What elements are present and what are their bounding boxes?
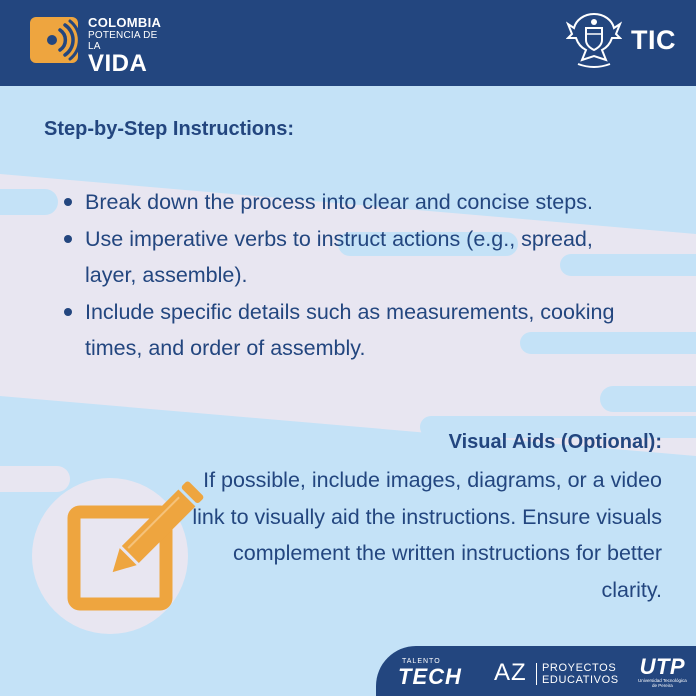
speaker-waves-icon (30, 17, 78, 63)
list-item (60, 294, 620, 366)
bullet-icon (64, 235, 72, 243)
tic-label: TIC (631, 25, 676, 55)
proyectos-label: PROYECTOS (542, 662, 617, 674)
az-logo: AZ (494, 659, 527, 686)
header-bar (0, 0, 696, 86)
logo-wordmark (88, 15, 170, 76)
educativos-label: EDUCATIVOS (542, 674, 619, 686)
footer-bar (376, 646, 696, 696)
coat-of-arms-icon (566, 10, 622, 72)
utp-subtitle-1: Universidad Tecnológica (638, 678, 687, 683)
tech-label: TECH (398, 664, 462, 689)
list-item-text: Use imperative verbs to instruct actions (e.g., spread, layer, assemble). (85, 227, 593, 287)
talento-tech-logo (398, 658, 462, 688)
colombia-logo (30, 15, 170, 77)
logo-line-3: VIDA (88, 50, 148, 77)
list-item-text: Break down the process into clear and concise steps. (85, 190, 593, 214)
visual-aids-text: If possible, include images, diagrams, or a video link to visually aid the instructions. Ensure visuals complement the written instructions for better clarity. (192, 468, 662, 602)
utp-logo (638, 656, 687, 688)
bullet-icon (64, 308, 72, 316)
utp-subtitle-2: de Pereira (651, 683, 673, 688)
section-title-visual-aids: Visual Aids (Optional): (448, 431, 662, 453)
talento-label: TALENTO (402, 658, 441, 665)
instructions-list (60, 184, 620, 367)
bullet-icon (64, 198, 72, 206)
logo-line-1: COLOMBIA (88, 15, 162, 30)
section-title-instructions: Step-by-Step Instructions: (44, 118, 295, 140)
edit-pencil-icon (30, 462, 210, 642)
list-item (60, 221, 620, 293)
logo-line-2: POTENCIA DE LA (88, 30, 158, 52)
footer-divider (536, 663, 537, 685)
proyectos-educativos-logo (542, 662, 619, 686)
utp-label: UTP (639, 654, 686, 679)
list-item (60, 184, 620, 220)
list-item-text: Include specific details such as measurements, cooking times, and order of assembly. (85, 300, 615, 360)
